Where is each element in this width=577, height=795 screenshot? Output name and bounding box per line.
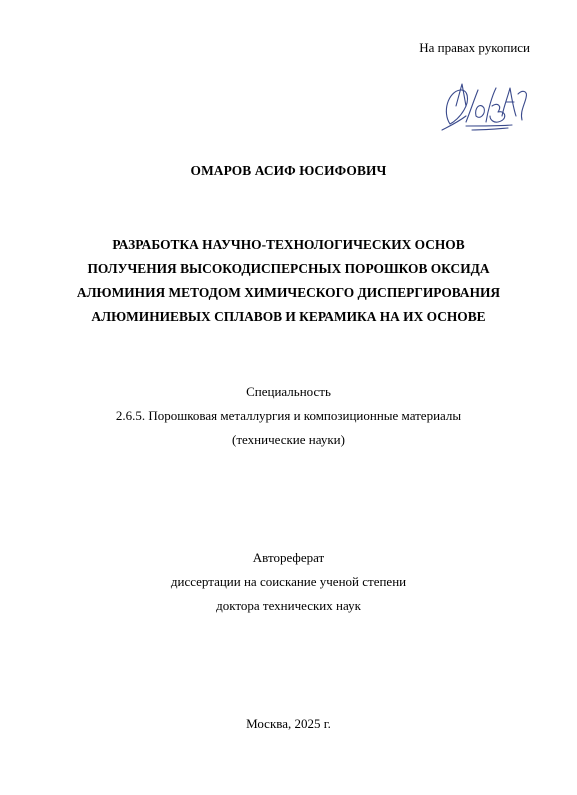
city-year: Москва, 2025 г. <box>246 716 331 731</box>
abstract-degree: доктора технических наук <box>216 598 361 613</box>
title-line: АЛЮМИНИЯ МЕТОДОМ ХИМИЧЕСКОГО ДИСПЕРГИРОВАНИЯ <box>76 285 501 300</box>
abstract-type: Автореферат <box>252 550 325 565</box>
handwritten-signature-icon <box>436 76 536 136</box>
title-line: ПОЛУЧЕНИЯ ВЫСОКОДИСПЕРСНЫХ ПОРОШКОВ ОКСИДА <box>87 261 490 276</box>
dissertation-title <box>40 233 537 329</box>
title-line: РАЗРАБОТКА НАУЧНО-ТЕХНОЛОГИЧЕСКИХ ОСНОВ <box>112 237 465 252</box>
title-line: АЛЮМИНИЕВЫХ СПЛАВОВ И КЕРАМИКА НА ИХ ОСНОВЕ <box>91 309 486 324</box>
author-name: ОМАРОВ АСИФ ЮСИФОВИЧ <box>190 163 387 178</box>
specialty-label: Специальность <box>246 384 331 399</box>
specialty-code-name: 2.6.5. Порошковая металлургия и композиционные материалы <box>115 408 462 423</box>
abstract-purpose: диссертации на соискание ученой степени <box>170 574 407 589</box>
rights-note: На правах рукописи <box>419 40 530 55</box>
specialty-block <box>0 380 577 452</box>
abstract-block <box>0 546 577 618</box>
specialty-branch: (технические науки) <box>232 432 345 447</box>
